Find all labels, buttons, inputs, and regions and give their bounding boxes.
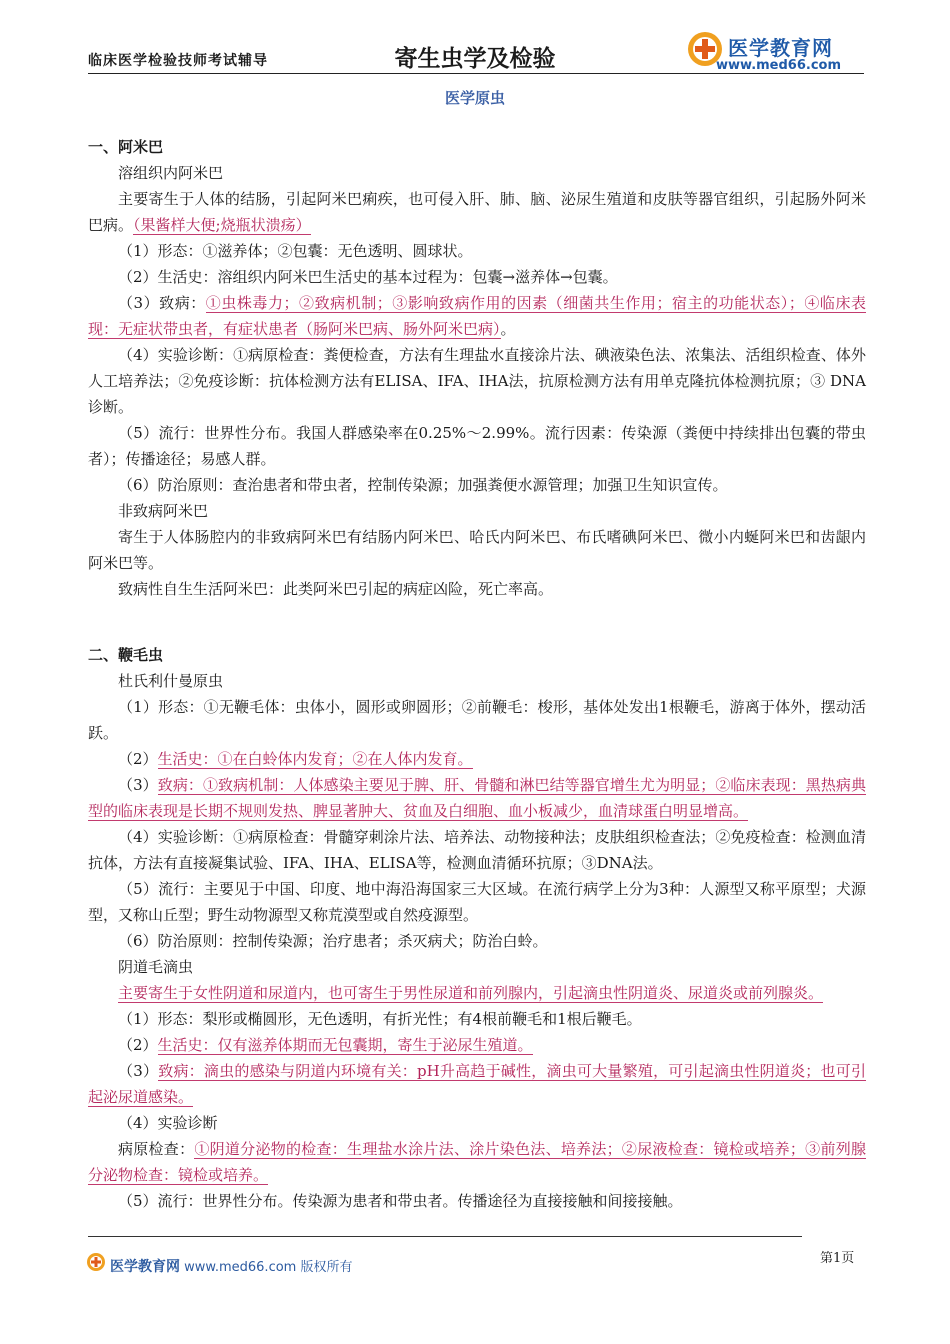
spacer xyxy=(88,602,866,628)
subheading-entamoeba-histolytica: 溶组织内阿米巴 xyxy=(118,164,224,182)
subheading-leishmania-donovani: 杜氏利什曼原虫 xyxy=(118,672,224,690)
text: 病原检查： xyxy=(118,1140,195,1158)
paragraph: （4）实验诊断：①病原检查：骨髓穿刺涂片法、培养法、动物接种法；皮肤组织检查法；②免疫检查：检测血清抗体，方法有直接凝集试验、IFA、IHA、ELISA等，检测血清循环抗原；③DNA法。 xyxy=(88,828,866,872)
paragraph: 致病性自生生活阿米巴：此类阿米巴引起的病症凶险，死亡率高。 xyxy=(118,580,554,598)
paragraph: （1）形态：①无鞭毛体：虫体小，圆形或卵圆形；②前鞭毛：梭形，基体处发出1根鞭毛，游离于体外，摆动活跃。 xyxy=(88,698,866,742)
text: 。 xyxy=(500,320,516,338)
header-title: 寄生虫学及检验 xyxy=(394,46,556,72)
paragraph: （2）生活史：溶组织内阿米巴生活史的基本过程为：包囊→滋养体→包囊。 xyxy=(118,268,618,286)
paragraph: （5）流行：世界性分布。传染源为患者和带虫者。传播途径为直接接触和间接接触。 xyxy=(118,1192,683,1210)
spacer xyxy=(88,628,866,642)
footer-rights: 版权所有 xyxy=(300,1260,353,1275)
paragraph: （5）流行：主要见于中国、印度、地中海沿海国家三大区域。在流行病学上分为3种：人源型又称平原型；犬源型，又称山丘型；野生动物源型又称荒漠型或自然疫源型。 xyxy=(88,880,866,924)
page-number: 第1页 xyxy=(820,1251,855,1266)
document-body xyxy=(88,134,866,1214)
subheading-trichomonas-vaginalis: 阴道毛滴虫 xyxy=(118,958,194,976)
paragraph: （6）防治原则：控制传染源；治疗患者；杀灭病犬；防治白蛉。 xyxy=(118,932,548,950)
text: （2） xyxy=(118,1036,158,1054)
paragraph: （1）形态：①滋养体；②包囊：无色透明、圆球状。 xyxy=(118,242,473,260)
paragraph xyxy=(88,1136,866,1188)
header-divider xyxy=(88,73,864,74)
text: （3） xyxy=(118,776,158,794)
paragraph xyxy=(88,290,866,342)
paragraph: （5）流行：世界性分布。我国人群感染率在0.25%～2.99%。流行因素：传染源（粪便中持续排出包囊的带虫者）；传播途径；易感人群。 xyxy=(88,424,866,468)
section-heading-amoeba: 一、阿米巴 xyxy=(88,138,164,156)
logo-name: 医学教育网 xyxy=(728,36,833,60)
paragraph xyxy=(88,772,866,824)
footer-url[interactable]: www.med66.com xyxy=(184,1260,297,1275)
chapter-subtitle: 医学原虫 xyxy=(444,89,505,107)
site-logo[interactable] xyxy=(686,30,866,76)
highlighted-text: 生活史：仅有滋养体期而无包囊期，寄生于泌尿生殖道。 xyxy=(157,1036,533,1054)
footer-brand: 医学教育网 xyxy=(110,1259,180,1275)
paragraph xyxy=(88,1032,866,1058)
highlighted-text: ①阴道分泌物的检查：生理盐水涂片法、涂片染色法、培养法；②尿液检查：镜检或培养；③前列腺分泌物检查：镜检或培养。 xyxy=(88,1140,866,1184)
highlighted-text: （果酱样大便;烧瓶状溃疡） xyxy=(133,216,311,234)
highlighted-text: 主要寄生于女性阴道和尿道内，也可寄生于男性尿道和前列腺内，引起滴虫性阴道炎、尿道炎或前列腺炎。 xyxy=(118,984,824,1002)
paragraph xyxy=(88,1058,866,1110)
paragraph: 寄生于人体肠腔内的非致病阿米巴有结肠内阿米巴、哈氏内阿米巴、布氏嗜碘阿米巴、微小内蜒阿米巴和齿龈内阿米巴等。 xyxy=(88,528,866,572)
subheading-nonpathogenic-amoeba: 非致病阿米巴 xyxy=(118,502,209,520)
text: （2） xyxy=(118,750,158,768)
highlighted-text: ①虫株毒力；②致病机制；③影响致病作用的因素（细菌共生作用；宿主的功能状态）；④临床表现：无症状带虫者，有症状患者（肠阿米巴病、肠外阿米巴病） xyxy=(88,294,866,338)
footer-copyright xyxy=(110,1256,353,1276)
footer-logo-icon xyxy=(86,1252,106,1272)
paragraph: （1）形态：梨形或椭圆形，无色透明，有折光性；有4根前鞭毛和1根后鞭毛。 xyxy=(118,1010,642,1028)
paragraph xyxy=(88,746,866,772)
paragraph xyxy=(88,186,866,238)
section-heading-flagellates: 二、鞭毛虫 xyxy=(88,646,164,664)
paragraph: （4）实验诊断 xyxy=(118,1114,218,1132)
paragraph: （4）实验诊断：①病原检查：粪便检查，方法有生理盐水直接涂片法、碘液染色法、浓集法、活组织检查、体外人工培养法；②免疫诊断：抗体检测方法有ELISA、IFA、IHA法，抗原检测方法有用单克隆抗体检测抗原；③ DNA诊断。 xyxy=(88,346,866,416)
paragraph: （6）防治原则：查治患者和带虫者，控制传染源；加强粪便水源管理；加强卫生知识宣传。 xyxy=(118,476,728,494)
footer-divider xyxy=(88,1236,802,1237)
text: （3）致病： xyxy=(118,294,206,312)
text: （3） xyxy=(118,1062,159,1080)
header-course-name: 临床医学检验技师考试辅导 xyxy=(88,53,268,69)
text: 主要寄生于人体的结肠，引起阿米巴痢疾，也可侵入肝、肺、脑、泌尿生殖道和皮肤等器官组织，引起肠外阿米巴病。 xyxy=(88,190,866,234)
paragraph xyxy=(88,980,866,1006)
logo-url: www.med66.com xyxy=(716,58,842,73)
highlighted-text: 致病：滴虫的感染与阴道内环境有关：pH升高趋于碱性，滴虫可大量繁殖，可引起滴虫性阴道炎；也可引起泌尿道感染。 xyxy=(88,1062,866,1106)
highlighted-text: 致病：①致病机制：人体感染主要见于脾、肝、骨髓和淋巴结等器官增生尤为明显；②临床表现：黑热病典型的临床表现是长期不规则发热、脾显著肿大、贫血及白细胞、血小板减少，血清球蛋白明显增高。 xyxy=(88,776,866,820)
highlighted-text: 生活史：①在白蛉体内发育；②在人体内发育。 xyxy=(157,750,473,768)
